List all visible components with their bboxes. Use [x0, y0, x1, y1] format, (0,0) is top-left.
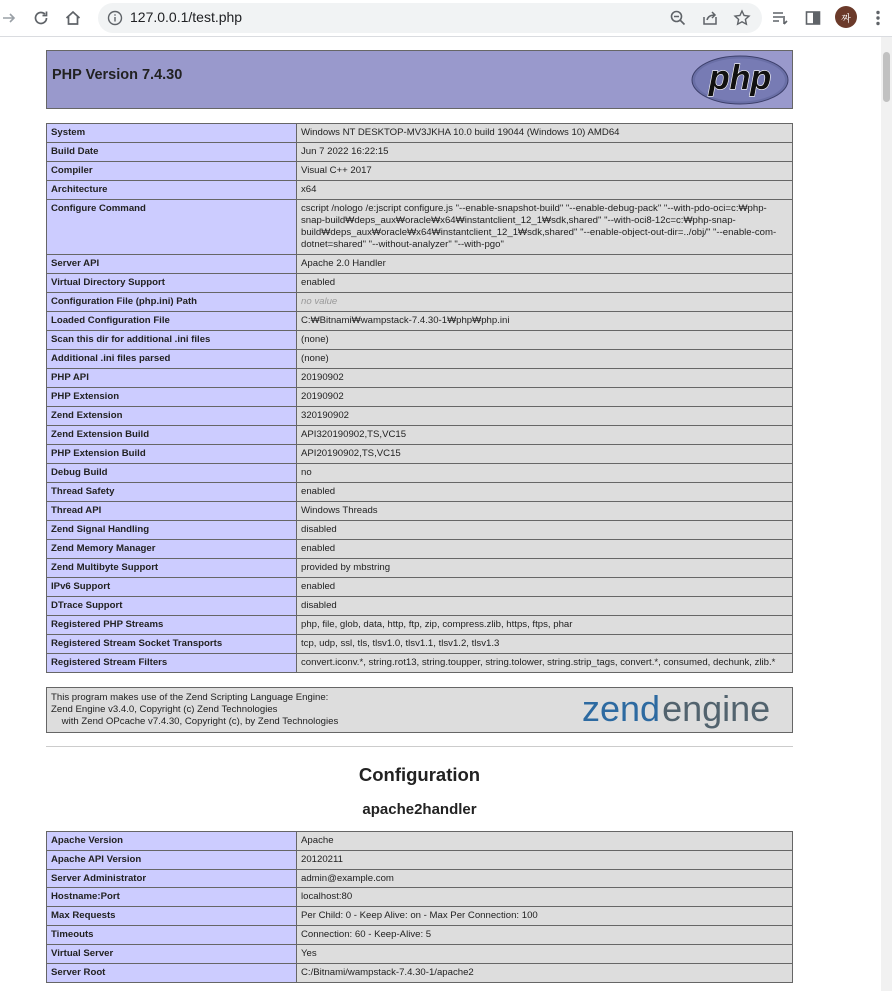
row-key: Configure Command: [47, 199, 297, 254]
row-key: Apache Version: [47, 831, 297, 850]
table-row: [47, 199, 793, 254]
table-row: [47, 425, 793, 444]
row-value: Connection: 60 - Keep-Alive: 5: [297, 926, 793, 945]
table-row: [47, 349, 793, 368]
row-key: Zend Signal Handling: [47, 520, 297, 539]
row-value: API320190902,TS,VC15: [297, 425, 793, 444]
php-logo: [691, 55, 789, 110]
php-version-header: [46, 50, 793, 109]
row-key: Zend Multibyte Support: [47, 558, 297, 577]
table-row: [47, 596, 793, 615]
scrollbar-thumb[interactable]: [883, 52, 890, 102]
row-key: Thread API: [47, 501, 297, 520]
row-key: PHP Extension: [47, 387, 297, 406]
row-value: enabled: [297, 539, 793, 558]
row-value: provided by mbstring: [297, 558, 793, 577]
zend-engine-box: [46, 687, 793, 733]
zoom-icon[interactable]: [668, 8, 688, 28]
row-value: Yes: [297, 945, 793, 964]
row-key: Server Root: [47, 964, 297, 983]
apache2handler-table: [46, 831, 793, 984]
row-key: Loaded Configuration File: [47, 311, 297, 330]
url-text[interactable]: 127.0.0.1/test.php: [130, 9, 243, 25]
table-row: [47, 653, 793, 672]
row-value: Apache: [297, 831, 793, 850]
table-row: [47, 850, 793, 869]
table-row: [47, 577, 793, 596]
table-row: [47, 539, 793, 558]
row-value: no: [297, 463, 793, 482]
table-row: [47, 463, 793, 482]
profile-avatar[interactable]: 짜: [835, 6, 857, 28]
php-version-title: PHP Version 7.4.30: [52, 67, 183, 83]
table-row: [47, 311, 793, 330]
table-row: [47, 180, 793, 199]
row-value: disabled: [297, 520, 793, 539]
zend-engine-text: This program makes use of the Zend Scripting Language Engine: Zend Engine v3.4.0, Copyright (c) Zend Technologies with Zend OPcache v7.4.30, Copyright (c), by Zend Technologies: [51, 691, 339, 727]
no-value-text: no value: [301, 295, 338, 307]
table-row: [47, 161, 793, 180]
row-value: Per Child: 0 - Keep Alive: on - Max Per Connection: 100: [297, 907, 793, 926]
row-value: cscript /nologo /e:jscript configure.js "--enable-snapshot-build" "--enable-debug-pack" "--with-pdo-oci=c:₩php-snap-build₩deps_aux₩oracle₩x64₩instantclient_12_1₩sdk,shared" "--with-oci8-12c=c:₩php-snap-build₩deps_aux₩oracle₩x64₩instantclient_12_1₩sdk,shared" "--enable-object-out-dir=../obj/" "--enable-com-dotnet=shared" "--without-analyzer" "--with-pgo": [297, 199, 793, 254]
row-key: Server Administrator: [47, 869, 297, 888]
table-row: [47, 368, 793, 387]
row-value: php, file, glob, data, http, ftp, zip, compress.zlib, https, ftps, phar: [297, 615, 793, 634]
row-value: C:₩Bitnami₩wampstack-7.4.30-1₩php₩php.ini: [297, 311, 793, 330]
row-key: Virtual Directory Support: [47, 273, 297, 292]
table-row: [47, 869, 793, 888]
row-key: Max Requests: [47, 907, 297, 926]
row-value: Windows Threads: [297, 501, 793, 520]
row-value: 320190902: [297, 406, 793, 425]
page-scrollbar[interactable]: [881, 37, 892, 991]
row-value: API20190902,TS,VC15: [297, 444, 793, 463]
row-value: convert.iconv.*, string.rot13, string.toupper, string.tolower, string.strip_tags, convert.*, consumed, dechunk, zlib.*: [297, 653, 793, 672]
svg-text:php: php: [708, 59, 772, 97]
row-key: Architecture: [47, 180, 297, 199]
row-key: PHP API: [47, 368, 297, 387]
row-value: disabled: [297, 596, 793, 615]
table-row: [47, 558, 793, 577]
table-row: [47, 142, 793, 161]
row-key: Build Date: [47, 142, 297, 161]
row-value: 20190902: [297, 387, 793, 406]
table-row: [47, 520, 793, 539]
browser-toolbar: [0, 0, 892, 37]
row-value: x64: [297, 180, 793, 199]
table-row: [47, 330, 793, 349]
row-value: (none): [297, 330, 793, 349]
table-row: [47, 615, 793, 634]
side-panel-icon[interactable]: [801, 6, 825, 30]
row-key: Zend Extension: [47, 406, 297, 425]
table-row: [47, 501, 793, 520]
row-key: PHP Extension Build: [47, 444, 297, 463]
home-icon[interactable]: [61, 6, 85, 30]
table-row: [47, 888, 793, 907]
configuration-heading: Configuration: [358, 763, 481, 785]
row-key: Hostname:Port: [47, 888, 297, 907]
zend-engine-logo: [582, 691, 788, 732]
row-key: Compiler: [47, 161, 297, 180]
table-row: [47, 387, 793, 406]
section-divider: [46, 746, 793, 747]
row-key: Zend Memory Manager: [47, 539, 297, 558]
row-value: 20190902: [297, 368, 793, 387]
row-value: localhost:80: [297, 888, 793, 907]
star-icon[interactable]: [732, 8, 752, 28]
table-row: [47, 406, 793, 425]
table-row: [47, 945, 793, 964]
row-value: [297, 292, 793, 311]
table-row: [47, 964, 793, 983]
row-key: Configuration File (php.ini) Path: [47, 292, 297, 311]
reading-list-icon[interactable]: [768, 6, 792, 30]
row-key: Registered Stream Socket Transports: [47, 634, 297, 653]
row-key: Additional .ini files parsed: [47, 349, 297, 368]
row-value: admin@example.com: [297, 869, 793, 888]
row-key: Registered Stream Filters: [47, 653, 297, 672]
table-row: [47, 482, 793, 501]
module-heading: apache2handler: [362, 800, 477, 818]
row-key: DTrace Support: [47, 596, 297, 615]
table-row: [47, 292, 793, 311]
address-bar[interactable]: [98, 3, 762, 33]
row-value: Visual C++ 2017: [297, 161, 793, 180]
menu-icon[interactable]: [866, 6, 890, 30]
phpinfo-page: [46, 50, 793, 983]
row-value: Apache 2.0 Handler: [297, 254, 793, 273]
row-value: Jun 7 2022 16:22:15: [297, 142, 793, 161]
row-key: Server API: [47, 254, 297, 273]
row-key: Thread Safety: [47, 482, 297, 501]
system-info-table: [46, 123, 793, 673]
row-value: 20120211: [297, 850, 793, 869]
row-value: enabled: [297, 273, 793, 292]
info-icon[interactable]: [107, 10, 123, 26]
table-row: [47, 124, 793, 143]
row-key: Virtual Server: [47, 945, 297, 964]
table-row: [47, 444, 793, 463]
table-row: [47, 273, 793, 292]
row-key: Timeouts: [47, 926, 297, 945]
table-row: [47, 907, 793, 926]
row-value: Windows NT DESKTOP-MV3JKHA 10.0 build 19044 (Windows 10) AMD64: [297, 124, 793, 143]
reload-icon[interactable]: [29, 6, 53, 30]
row-key: IPv6 Support: [47, 577, 297, 596]
svg-text:zendengine: zendengine: [582, 690, 771, 729]
row-key: System: [47, 124, 297, 143]
row-key: Zend Extension Build: [47, 425, 297, 444]
row-value: tcp, udp, ssl, tls, tlsv1.0, tlsv1.1, tlsv1.2, tlsv1.3: [297, 634, 793, 653]
row-value: C:/Bitnami/wampstack-7.4.30-1/apache2: [297, 964, 793, 983]
row-value: enabled: [297, 577, 793, 596]
table-row: [47, 254, 793, 273]
table-row: [47, 926, 793, 945]
row-key: Debug Build: [47, 463, 297, 482]
row-value: enabled: [297, 482, 793, 501]
row-value: (none): [297, 349, 793, 368]
forward-icon[interactable]: [0, 6, 21, 30]
row-key: Apache API Version: [47, 850, 297, 869]
share-icon[interactable]: [700, 8, 720, 28]
row-key: Registered PHP Streams: [47, 615, 297, 634]
table-row: [47, 634, 793, 653]
row-key: Scan this dir for additional .ini files: [47, 330, 297, 349]
table-row: [47, 831, 793, 850]
